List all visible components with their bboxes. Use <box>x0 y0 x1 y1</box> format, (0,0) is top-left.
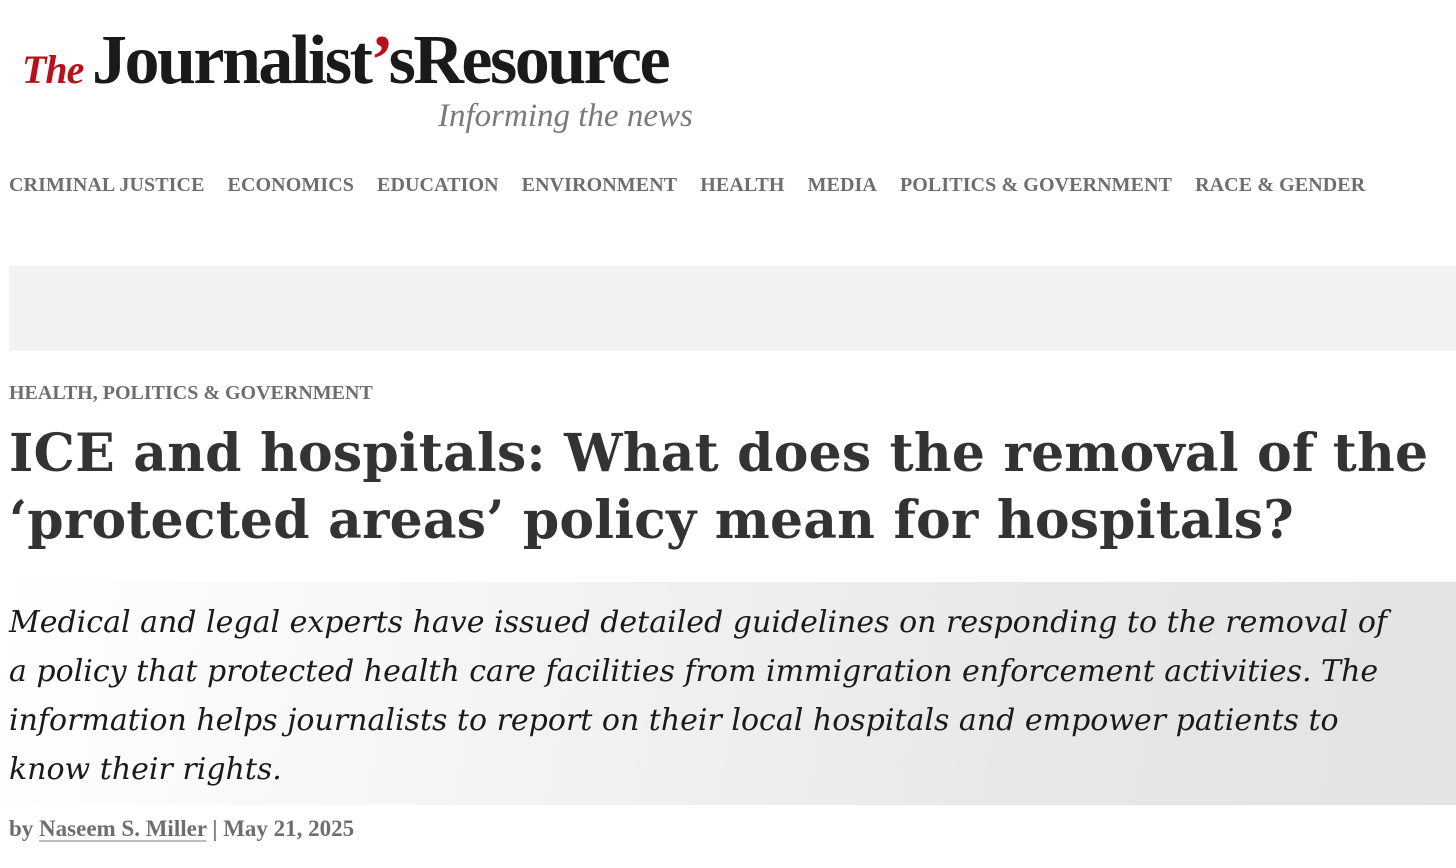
logo-the-text: The <box>22 47 84 92</box>
nav-item-race-gender[interactable]: RACE & GENDER <box>1195 174 1366 196</box>
category-link-health[interactable]: HEALTH <box>9 382 93 404</box>
article-headline: ICE and hospitals: What does the removal of the ‘protected areas’ policy mean for hospitals? <box>9 423 1429 551</box>
logo-name-part2: sResource <box>388 22 669 99</box>
nav-item-economics[interactable]: ECONOMICS <box>227 174 354 196</box>
article-deck <box>0 582 1456 805</box>
author-link[interactable]: Naseem S. Miller <box>39 816 207 841</box>
nav-item-criminal-justice[interactable]: CRIMINAL JUSTICE <box>9 174 205 196</box>
article-deck-text: Medical and legal experts have issued detailed guidelines on responding to the removal of a policy that protected health care facilities from immigration enforcement activities. The information helps journalists to report on their local hospitals and empower patients to know their rights. <box>9 605 1387 787</box>
byline-prefix: by <box>9 816 34 841</box>
logo-tagline: Informing the news <box>438 98 693 134</box>
publish-date: May 21, 2025 <box>223 816 355 841</box>
logo-apostrophe: ’ <box>370 22 389 99</box>
nav-item-media[interactable]: MEDIA <box>807 174 877 196</box>
category-separator: , <box>92 382 103 404</box>
site-logo[interactable] <box>20 22 730 142</box>
category-link-politics-government[interactable]: POLITICS & GOVERNMENT <box>102 382 373 404</box>
ad-banner <box>9 266 1456 351</box>
logo-wordmark <box>92 22 669 99</box>
nav-item-education[interactable]: EDUCATION <box>377 174 499 196</box>
main-nav <box>9 174 1456 197</box>
nav-item-environment[interactable]: ENVIRONMENT <box>521 174 678 196</box>
logo-name-part1: Journalist <box>92 22 371 99</box>
byline-separator: | <box>212 816 218 841</box>
nav-item-politics-government[interactable]: POLITICS & GOVERNMENT <box>899 174 1173 196</box>
nav-item-health[interactable]: HEALTH <box>700 174 785 196</box>
article-byline <box>9 816 354 842</box>
article-categories <box>9 382 373 405</box>
